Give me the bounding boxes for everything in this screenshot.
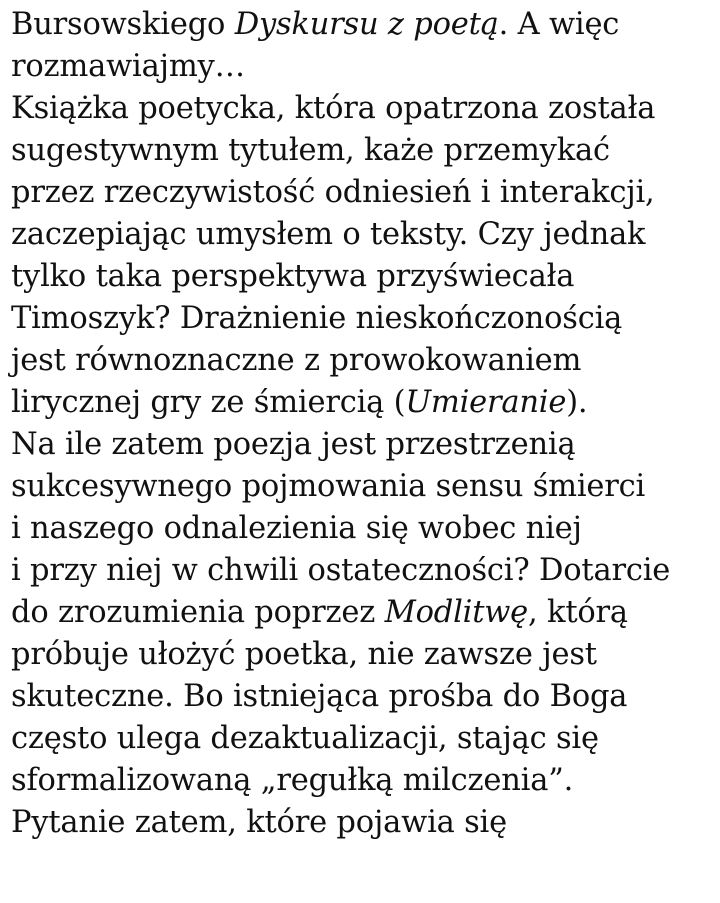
text-segment: ). [566, 385, 588, 420]
text-segment: jest równoznaczne z prowokowaniem [11, 343, 582, 378]
text-line [11, 676, 720, 718]
text-line [11, 466, 720, 508]
text-line [11, 508, 720, 550]
text-segment: Pytanie zatem, które pojawia się [11, 805, 507, 840]
text-segment: zaczepiając umysłem o teksty. Czy jednak [11, 217, 646, 252]
text-line [11, 172, 720, 214]
text-line [11, 130, 720, 172]
text-segment: lirycznej gry ze śmiercią ( [11, 385, 406, 420]
text-line [11, 298, 720, 340]
text-segment: przez rzeczywistość odniesień i interakcji, [11, 175, 655, 210]
text-line [11, 550, 720, 592]
text-line [11, 46, 720, 88]
text-segment: , którą [528, 595, 628, 630]
text-segment: tylko taka perspektywa przyświecała [11, 259, 575, 294]
text-segment: i przy niej w chwili ostateczności? Dotarcie [11, 553, 671, 588]
text-line [11, 382, 720, 424]
text-line [11, 424, 720, 466]
text-line [11, 340, 720, 382]
text-line [11, 718, 720, 760]
text-segment: sformalizowaną „regułką milczenia”. [11, 763, 574, 798]
italic-title: Umieranie [405, 385, 567, 420]
text-segment: Na ile zatem poezja jest przestrzenią [11, 427, 576, 462]
text-segment: do zrozumienia poprzez [11, 595, 385, 630]
text-segment: Bursowskiego [11, 7, 235, 42]
italic-title: Dyskursu z poetą [234, 7, 499, 42]
text-segment: i naszego odnalezienia się wobec niej [11, 511, 582, 546]
text-line [11, 802, 720, 844]
document-page [0, 4, 720, 903]
text-segment: Książka poetycka, która opatrzona została [11, 91, 656, 126]
text-segment: rozmawiajmy… [11, 49, 245, 84]
text-segment: . A więc [498, 7, 620, 42]
body-text [11, 4, 720, 844]
text-line [11, 214, 720, 256]
text-segment: sukcesywnego pojmowania sensu śmierci [11, 469, 646, 504]
text-line [11, 634, 720, 676]
text-line [11, 760, 720, 802]
text-segment: sugestywnym tytułem, każe przemykać [11, 133, 610, 168]
text-segment: próbuje ułożyć poetka, nie zawsze jest [11, 637, 597, 672]
italic-title: Modlitwę [384, 595, 529, 630]
text-segment: skuteczne. Bo istniejąca prośba do Boga [11, 679, 628, 714]
text-line [11, 256, 720, 298]
text-line [11, 592, 720, 634]
text-segment: Timoszyk? Drażnienie nieskończonością [11, 301, 623, 336]
text-segment: często ulega dezaktualizacji, stając się [11, 721, 599, 756]
text-line [11, 4, 720, 46]
text-line [11, 88, 720, 130]
